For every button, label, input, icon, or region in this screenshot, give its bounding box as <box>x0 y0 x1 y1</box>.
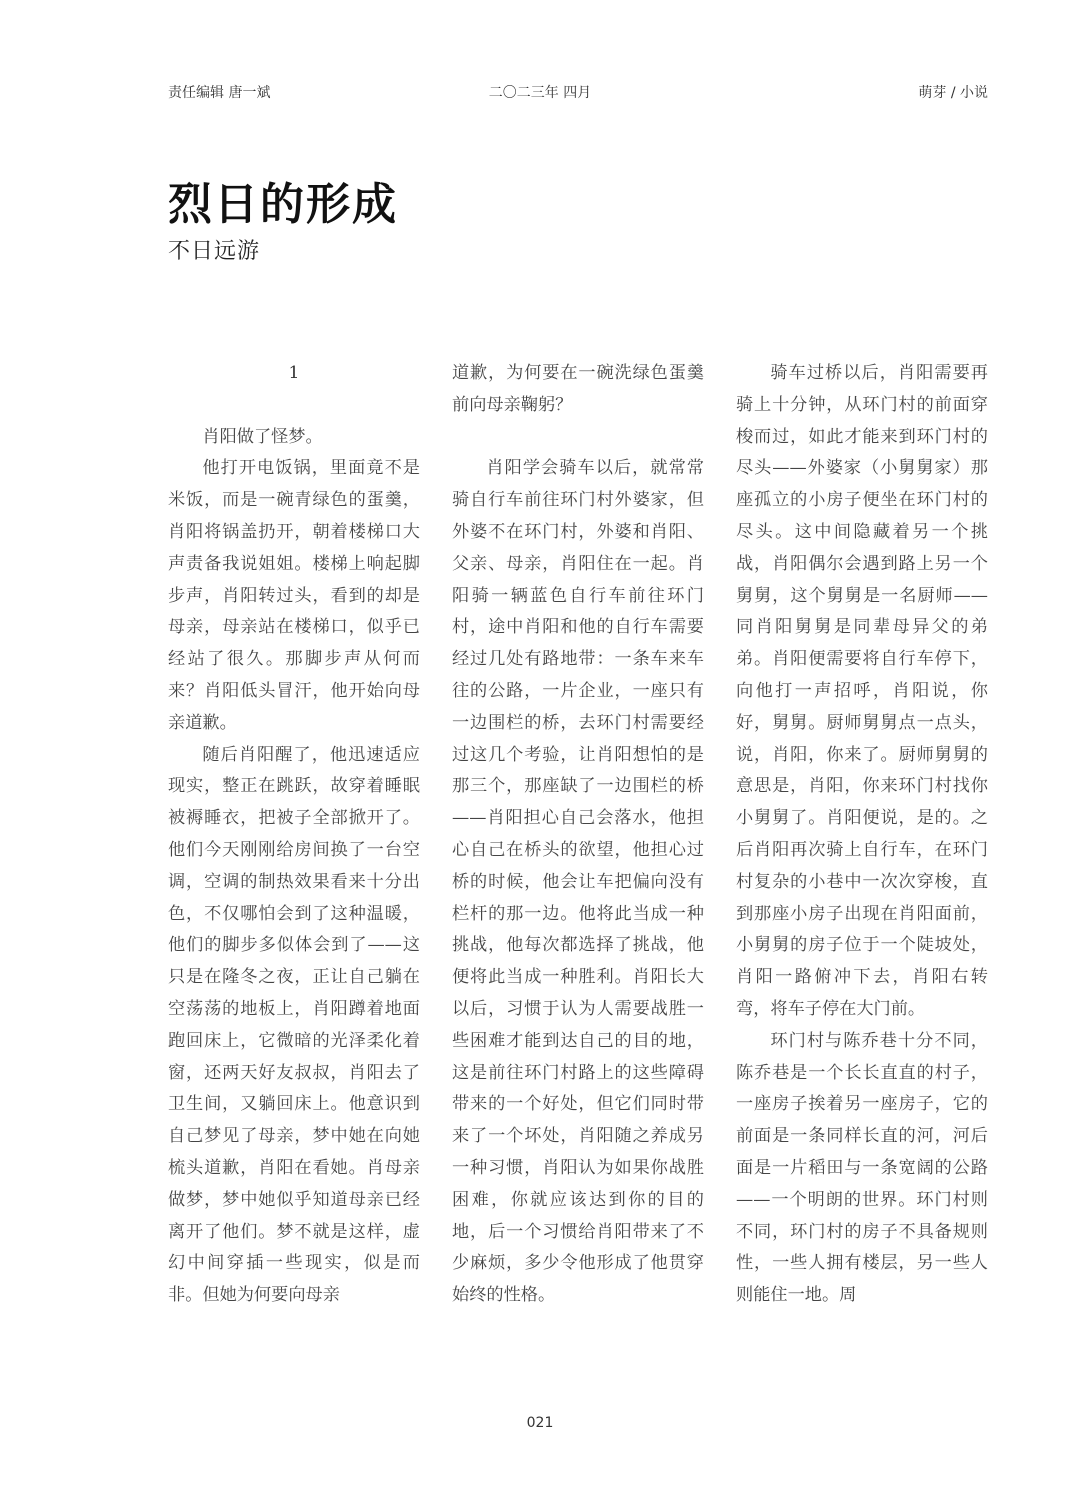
paragraph: 肖阳做了怪梦。 <box>202 426 323 447</box>
article-title: 烈日的形成 <box>168 179 398 230</box>
page-number: 021 <box>526 1415 554 1431</box>
paragraph: 肖阳学会骑车以后，就常常骑自行车前往环门村外婆家，但外婆不在环门村，外婆和肖阳、父亲、母亲，肖阳住在一起。肖阳骑一辆蓝色自行车前往环门村，途中肖阳和他的自行车需要经过几处有路地带：一条车来车往的公路，一片企业，一座只有一边围栏的桥，去环门村需要经过这几个考验，让肖阳想怕的是那三个，那座缺了一边围栏的桥——肖阳担心自己会落水，他担心自己在桥头的欲望，他担心过桥的时候，他会让车把偏向没有栏杆的那一边。他将此当成一种挑战，他每次都选择了挑战，他便将此当成一种胜利。肖阳长大以后，习惯于认为人需要战胜一些困难才能到达自己的目的地，这是前往环门村路上的这些障碍带来的一个好处，但它们同时带来了一个坏处，肖阳随之养成另一种习惯，肖阳认为如果你战胜困难，你就应该达到你的目的地，后一个习惯给肖阳带来了不少麻烦，多少令他形成了他贯穿始终的性格。 <box>452 458 704 1306</box>
paragraph: 环门村与陈乔巷十分不同，陈乔巷是一个长长直直的村子，一座房子挨着另一座房子，它的前面是一条同样长直的河，河后面是一片稻田与一条宽阔的公路——一个明朗的世界。环门村则不同，环门村的房子不具备规则性，一些人拥有楼层，另一些人则能住一地。周 <box>736 1030 988 1306</box>
text-column-1 <box>168 358 420 1368</box>
text-column-3 <box>736 358 988 1368</box>
paragraph: 道歉，为何要在一碗洗绿色蛋羹前向母亲鞠躬？ <box>452 363 704 415</box>
paragraph: 随后肖阳醒了，他迅速适应现实，整正在跳跃，故穿着睡眠被褥睡衣，把被子全部掀开了。他们今天刚刚给房间换了一台空调，空调的制热效果看来十分出色，不仅哪怕会到了这种温暖，他们的脚步多似体会到了——这只是在隆冬之夜，正让自己躺在空荡荡的地板上，肖阳蹲着地面跑回床上，它微暗的光泽柔化着窗，还两天好友叔叔，肖阳去了卫生间，又躺回床上。他意识到自己梦见了母亲，梦中她在向她梳头道歉，肖阳在看她。肖母亲做梦，梦中她似乎知道母亲已经离开了他们。梦不就是这样，虚幻中间穿插一些现实，似是而非。但她为何要向母亲 <box>168 744 420 1306</box>
section-number: 1 <box>288 363 300 383</box>
section-gap <box>452 422 704 454</box>
paragraph: 他打开电饭锅，里面竟不是米饭，而是一碗青绿色的蛋羹，肖阳将锅盖扔开，朝着楼梯口大声责备我说姐姐。楼梯上响起脚步声，肖阳转过头，看到的却是母亲，母亲站在楼梯口，似乎已经站了很久。那脚步声从何而来？肖阳低头冒汗，他开始向母亲道歉。 <box>168 458 420 733</box>
magazine-section: 萌芽 / 小说 <box>918 85 988 101</box>
paragraph: 骑车过桥以后，肖阳需要再骑上十分钟，从环门村的前面穿梭而过，如此才能来到环门村的尽头——外婆家（小舅舅家）那座孤立的小房子便坐在环门村的尽头。这中间隐藏着另一个挑战，肖阳偶尔会遇到路上另一个舅舅，这个舅舅是一名厨师——同肖阳舅舅是同辈母异父的弟弟。肖阳便需要将自行车停下，向他打一声招呼，肖阳说，你好，舅舅。厨师舅舅点一点头，说，肖阳，你来了。厨师舅舅的意思是，肖阳，你来环门村找你小舅舅了。肖阳便说，是的。之后肖阳再次骑上自行车，在环门村复杂的小巷中一次次穿梭，直到那座小房子出现在肖阳面前，小舅舅的房子位于一个陡坡处，肖阳一路俯冲下去，肖阳右转弯，将车子停在大门前。 <box>736 363 988 1019</box>
text-column-2 <box>452 358 704 1368</box>
editor-credit: 责任编辑 唐一斌 <box>168 85 271 101</box>
article-author: 不日远游 <box>168 239 261 264</box>
issue-date: 二〇二三年 四月 <box>488 85 592 101</box>
